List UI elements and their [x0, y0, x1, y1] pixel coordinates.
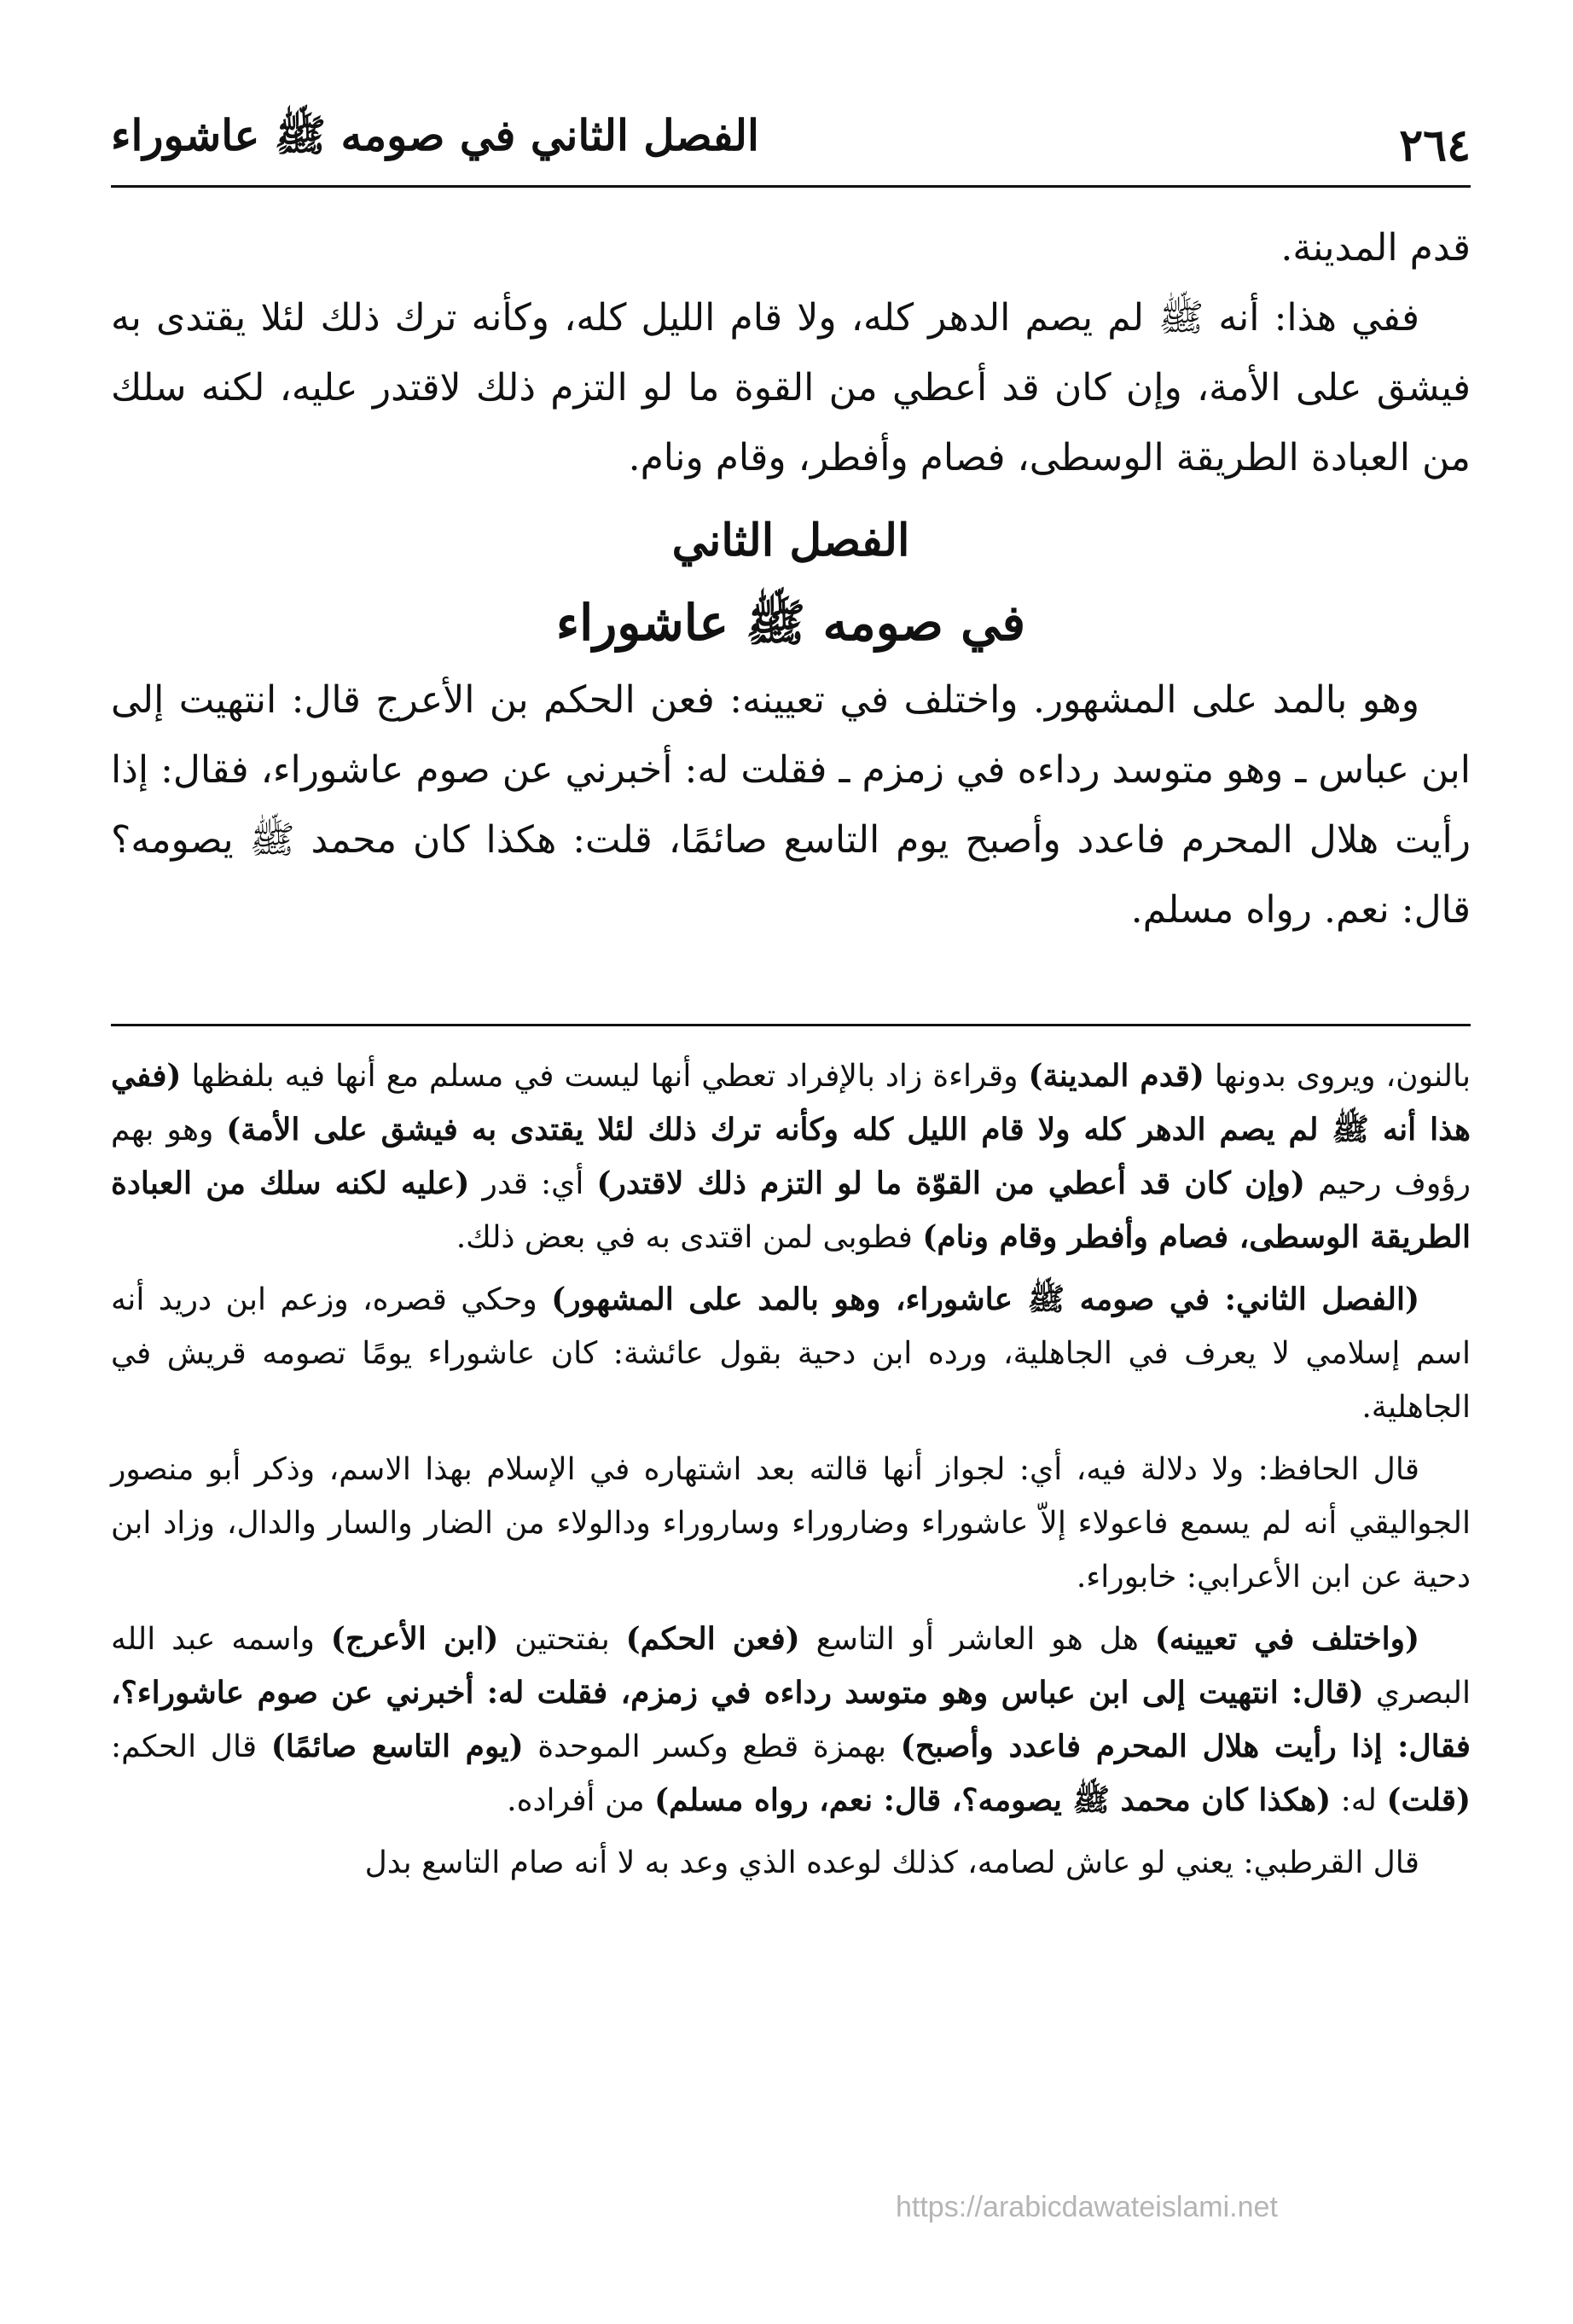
main-paragraph-1: قدم المدينة. — [1280, 226, 1471, 270]
commentary-quote: (قال: انتهيت إلى ابن عباس وهو متوسد رداءه في زمزم، فقلت له: أخبرني عن صوم عاشوراء؟، فقال: إذا رأيت هلال المحرم فاعدد وأصبح) — [111, 1675, 1471, 1764]
running-title: الفصل الثاني في صومه ﷺ عاشوراء — [111, 110, 759, 160]
commentary-quote: (واختلف في تعيينه) — [1154, 1621, 1419, 1657]
commentary-quote: (عليه لكنه سلك من العبادة الطريقة الوسطى، فصام وأفطر وقام ونام) — [111, 1165, 1471, 1255]
commentary-text-run: وقراءة زاد بالإفراد تعطي أنها ليست في مسلم مع أنها فيه بلفظها — [181, 1059, 1029, 1094]
commentary-quote: (ابن الأعرج) — [330, 1621, 499, 1657]
commentary-text-run: وهو بهم رؤوف رحيم — [111, 1113, 1471, 1201]
chapter-heading-subtitle: في صومه ﷺ عاشوراء — [555, 594, 1026, 652]
commentary-quote: (قلت) — [1386, 1782, 1471, 1818]
footnote-divider — [111, 1024, 1471, 1026]
commentary-text-run: هل هو العاشر أو التاسع — [799, 1622, 1155, 1657]
main-text — [111, 213, 1471, 945]
commentary-text-run: بفتحتين — [498, 1622, 626, 1657]
chapter-heading — [111, 502, 1471, 665]
commentary-text-run: فطوبى لمن اقتدى به في بعض ذلك. — [456, 1220, 923, 1255]
commentary-text-run: قال الحكم: — [111, 1729, 271, 1764]
commentary-paragraph-2 — [111, 1273, 1471, 1434]
commentary-quote: (قدم المدينة) — [1028, 1058, 1204, 1094]
commentary-quote: (يوم التاسع صائمًا) — [270, 1728, 524, 1764]
commentary-paragraph-4 — [111, 1612, 1471, 1827]
commentary-quote: (الفصل الثاني: في صومه ﷺ عاشوراء، وهو بالمد على المشهور) — [551, 1281, 1419, 1317]
commentary-quote: (فعن الحكم) — [625, 1621, 800, 1657]
page-number: ٢٦٤ — [1399, 119, 1471, 171]
commentary-quote: (هكذا كان محمد ﷺ يصومه؟، قال: نعم، رواه مسلم) — [654, 1782, 1332, 1818]
commentary-text-run: بهمزة قطع وكسر الموحدة — [523, 1729, 901, 1764]
main-paragraph-3: وهو بالمد على المشهور. واختلف في تعيينه: فعن الحكم بن الأعرج قال: انتهيت إلى ابن عباس ـ وهو متوسد رداءه في زمزم ـ فقلت له: أخبرني عن صوم عاشوراء، فقال: إذا رأيت هلال المحرم فاعدد وأصبح يوم التاسع صائمًا، قلت: هكذا كان محمد ﷺ يصومه؟ قال: نعم. رواه مسلم. — [111, 678, 1471, 932]
main-paragraph-2: ففي هذا: أنه ﷺ لم يصم الدهر كله، ولا قام الليل كله، وكأنه ترك ذلك لئلا يقتدى به فيشق على الأمة، وإن كان قد أعطي من القوة ما لو التزم ذلك لاقتدر عليه، لكنه سلك من العبادة الطريقة الوسطى، فصام وأفطر، وقام ونام. — [111, 296, 1471, 479]
commentary-text — [111, 1049, 1471, 1898]
chapter-heading-title: الفصل الثاني — [671, 514, 910, 566]
watermark-url: https://arabicdawateislami.net — [896, 2191, 1278, 2223]
commentary-paragraph-5: قال القرطبي: يعني لو عاش لصامه، كذلك لوعده الذي وعد به لا أنه صام التاسع بدل — [364, 1845, 1419, 1880]
commentary-paragraph-3: قال الحافظ: ولا دلالة فيه، أي: لجواز أنها قالته بعد اشتهاره في الإسلام بهذا الاسم، وذكر أبو منصور الجواليقي أنه لم يسمع فاعولاء إلاّ عاشوراء وضاروراء وساروراء ودالولاء من الضار والسار والدال، وزاد ابن دحية عن ابن الأعرابي: خابوراء. — [111, 1452, 1471, 1595]
page-header — [111, 94, 1471, 188]
commentary-text-run: واسمه عبد الله البصري — [111, 1622, 1471, 1711]
commentary-text-run: أي: قدر — [469, 1166, 597, 1201]
commentary-quote: (وإن كان قد أعطي من القوّة ما لو التزم ذلك لاقتدر) — [596, 1165, 1305, 1201]
commentary-paragraph-1 — [111, 1049, 1471, 1264]
commentary-text-run: له: — [1331, 1783, 1387, 1818]
commentary-text-run: وحكي قصره، وزعم ابن دريد أنه اسم إسلامي لا يعرف في الجاهلية، ورده ابن دحية بقول عائشة: كان عاشوراء يومًا تصومه قريش في الجاهلية. — [111, 1282, 1471, 1425]
commentary-quote: (ففي هذا أنه ﷺ لم يصم الدهر كله ولا قام الليل كله وكأنه ترك ذلك لئلا يقتدى به فيشق على الأمة) — [111, 1058, 1471, 1147]
watermark — [896, 2191, 1278, 2224]
commentary-text-run: بالنون، ويروى بدونها — [1204, 1059, 1471, 1094]
commentary-text-run: من أفراده. — [507, 1783, 655, 1818]
